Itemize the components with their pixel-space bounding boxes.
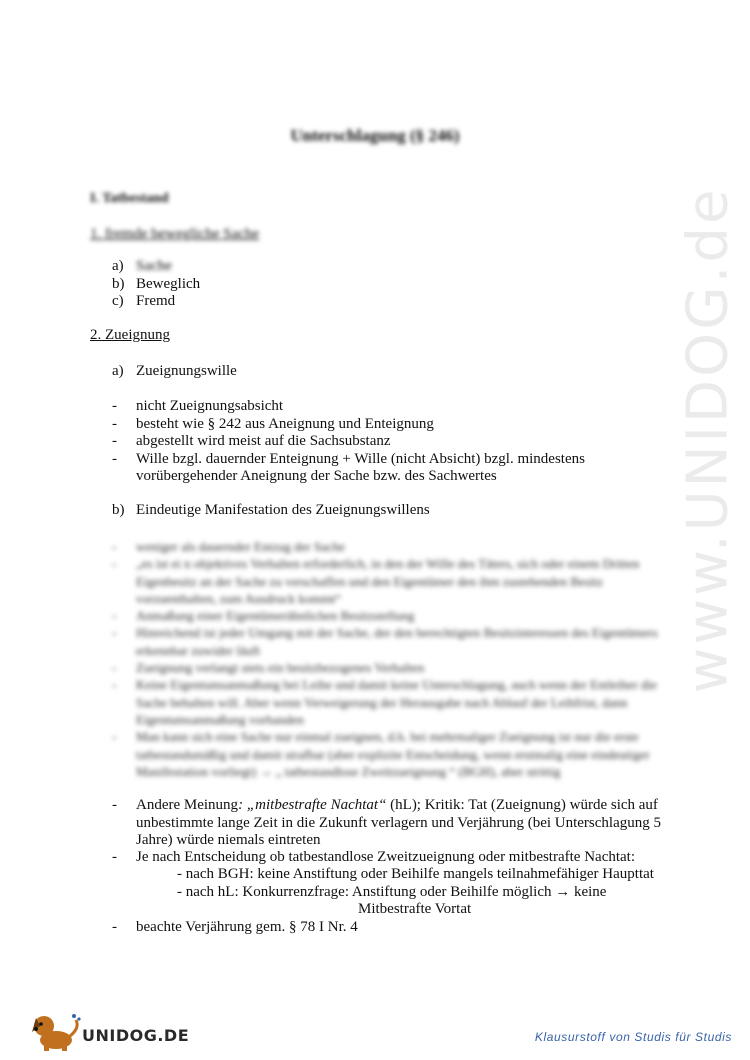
watermark: www.UNIDOG.de — [675, 186, 741, 694]
list-item: - Zueignung verlangt stets ein besitzbezogenes Verhalten — [112, 660, 425, 676]
list-marker: a) — [112, 258, 124, 274]
page-title: Unterschlagung (§ 246) — [290, 126, 460, 145]
list-item: - Hinreichend ist jeder Umgang mit der Sache, der den berechtigten Besitzinteressen des Eigentümers erkennbar zuwider läuft — [112, 625, 658, 658]
footer-slogan: Klausurstoff von Studis für Studis — [534, 1030, 732, 1044]
logo-text: UNIDOG.DE — [82, 1026, 190, 1045]
list-item: - Wille bzgl. dauernder Enteignung + Wille (nicht Absicht) bzgl. mindestens vorübergehender Aneignung der Sache bzw. des Sachwertes — [112, 450, 585, 484]
emphasis-text: „mitbestrafte Nachtat“ — [246, 797, 387, 813]
dog-icon — [30, 1012, 82, 1052]
subsection-heading-zueignung: 2. Zueignung — [90, 327, 170, 343]
zueignungswille-list — [112, 398, 672, 486]
andere-meinung-item: - Andere Meinung: „mitbestrafte Nachtat“ (hL); Kritik: Tat (Zueignung) würde sich auf unbestimmte lange Zeit in die Zukunft verlagern und Verjährung (bei Unterschlagung 5 Jahre) würde niemals eintreten — [112, 797, 661, 848]
blurred-manifestation-list — [112, 538, 672, 780]
point-b-label: Eindeutige Manifestation des Zueignungswillens — [136, 502, 430, 518]
point-a-label: Zueignungswille — [136, 363, 237, 379]
point-a-marker: a) — [112, 363, 124, 379]
list-marker: b) — [112, 275, 125, 292]
list-item-text: Sache — [136, 258, 172, 274]
section-heading-tatbestand: I. Tatbestand — [90, 191, 169, 206]
list-item: - Keine Eigentumsanmaßung bei Leihe und damit keine Unterschlagung, auch wenn der Entleiher die Sache behalten will. Aber wenn Verweigerung der Herausgabe nach Ablauf der Leihfrist, dann Eigentumsanmaßung vorhanden — [112, 677, 657, 727]
list-item: - abgestellt wird meist auf die Sachsubstanz — [112, 433, 391, 449]
unidog-logo — [30, 1012, 190, 1052]
list-item-text: Fremd — [136, 293, 176, 309]
verjaehrung-item: - beachte Verjährung gem. § 78 I Nr. 4 — [112, 919, 358, 935]
list-item: - besteht wie § 242 aus Aneignung und Enteignung — [112, 415, 434, 432]
list-item: - Anmaßung einer Eigentümerähnlichen Besitzstellung — [112, 608, 415, 624]
list-item: - Man kann sich eine Sache nur einmal zueignen, d.h. bei mehrmaliger Zueignung ist nur die erste tatbestandsmäßig und damit strafbar (aber explizite Entscheidung, wenn erstmalig eine eindeutiger Manifestation vorliegt) → „ tatbestandlose Zweitzueignung “ (BGH), aber strittig — [112, 729, 650, 779]
entscheidung-item: - Je nach Entscheidung ob tatbestandlose Zweitzueignung oder mitbestrafte Nachtat: — [112, 849, 636, 865]
list-item-text: Beweglich — [136, 275, 201, 292]
bgh-line: - nach BGH: keine Anstiftung oder Beihilfe mangels teilnahmefähiger Haupttat — [177, 866, 654, 882]
hl-line: - nach hL: Konkurrenzfrage: Anstiftung oder Beihilfe möglich → keine — [177, 884, 607, 900]
list-item: - nicht Zueignungsabsicht — [112, 398, 284, 414]
list-item: - weniger als dauernder Entzug der Sache — [112, 539, 345, 554]
subsection-heading-sache: 1. fremde bewegliche Sache — [90, 226, 260, 242]
hl-line-continuation: Mitbestrafte Vortat — [358, 901, 472, 917]
list-item: - „es ist ei n objektives Verhalten erforderlich, in den der Wille des Täters, sich oder einem Dritten Eigenbesitz an der Sache zu verschaffen und den Eigentümer den ihm zustehenden Besitz vorzuenthalten, zum Ausdruck kommt“ — [112, 556, 640, 606]
list-marker: c) — [112, 293, 124, 309]
point-b-marker: b) — [112, 502, 125, 518]
